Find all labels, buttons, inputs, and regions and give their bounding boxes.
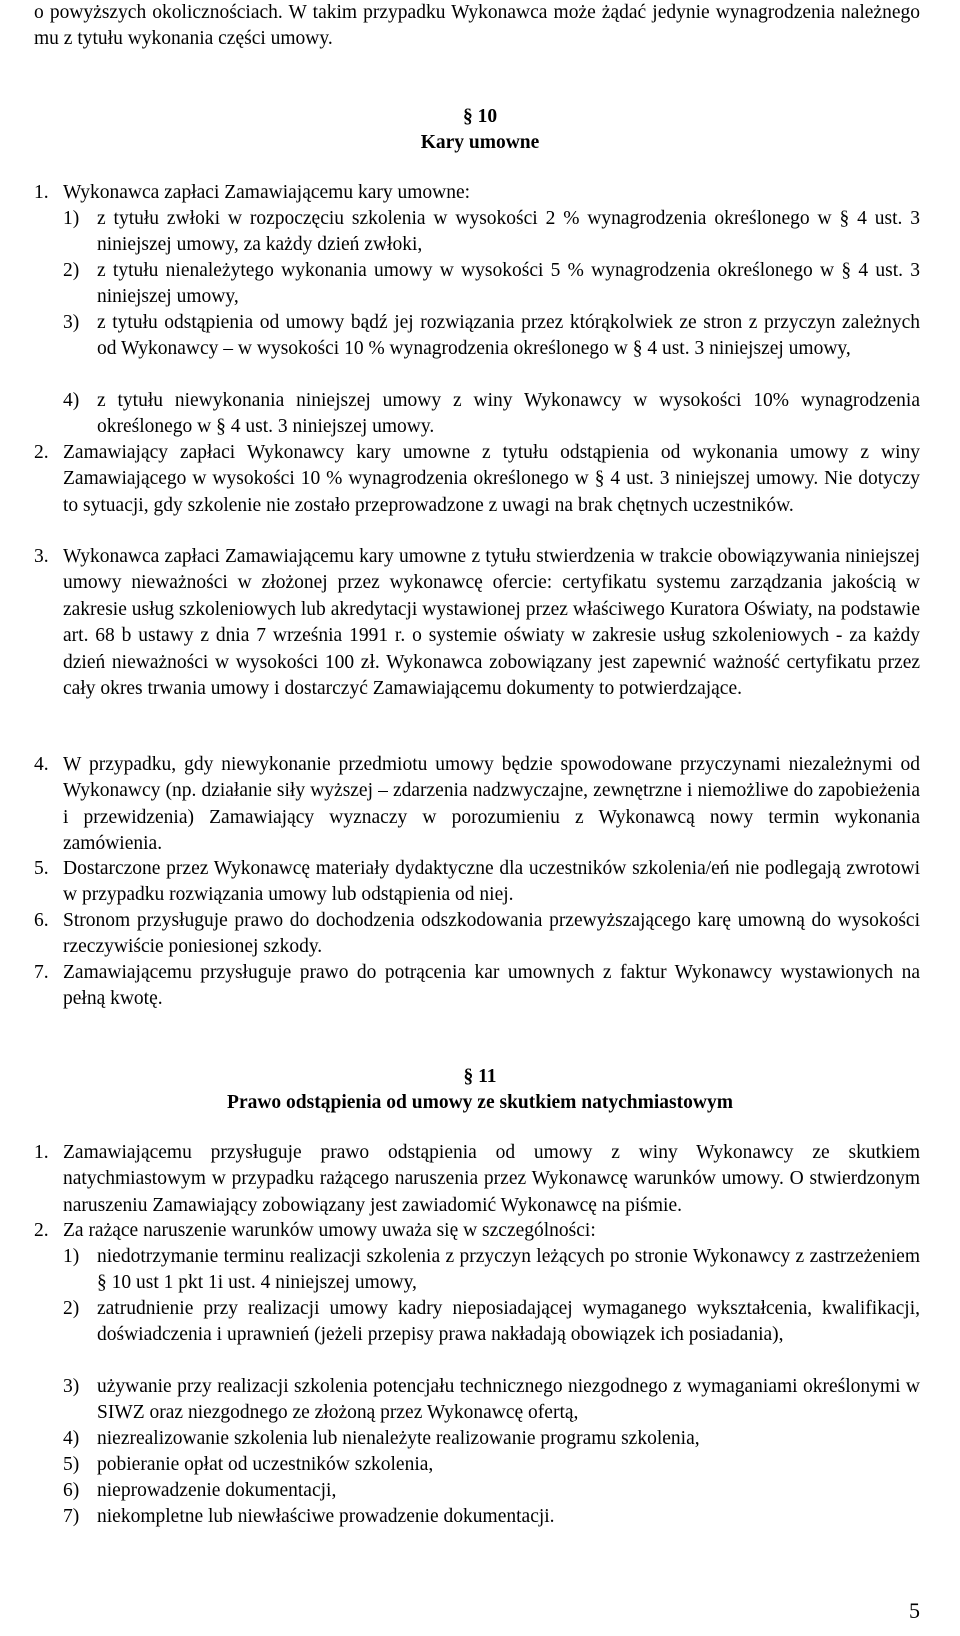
subitem-number: 4) [63, 390, 80, 411]
section-11-number: § 11 [463, 1066, 497, 1087]
item-text: Wykonawca zapłaci Zamawiającemu kary umowne: [63, 182, 471, 203]
section-10-item-4 [34, 752, 920, 858]
subitem-number: 5) [63, 1454, 80, 1475]
item-number: 7. [34, 962, 49, 983]
item-number: 2. [34, 1220, 49, 1241]
subitem-text: z tytułu odstąpienia od umowy bądź jej rozwiązania przez którąkolwiek ze stron z przyczyn zależnych od Wykonawcy – w wysokości 10 % wynagrodzenia określonego w § 4 ust. 3 niniejszej umowy, [97, 312, 920, 360]
section-11-item-1 [34, 1140, 920, 1219]
item-number: 1. [34, 1142, 49, 1163]
subitem-number: 7) [63, 1506, 80, 1527]
section-11-item-2 [34, 1218, 920, 1244]
item-text: Stronom przysługuje prawo do dochodzenia odszkodowania przewyższającego karę umowną do wysokości rzeczywiście poniesionej szkody. [63, 910, 920, 958]
subitem-text: zatrudnienie przy realizacji umowy kadry nieposiadającej wymaganego wykształcenia, kwalifikacji, doświadczenia i uprawnień (jeżeli przepisy prawa nakładają obowiązek ich posiadania), [97, 1298, 920, 1346]
item-number: 5. [34, 858, 49, 879]
subitem-text: niekompletne lub niewłaściwe prowadzenie dokumentacji. [97, 1506, 555, 1527]
subitem-number: 6) [63, 1480, 80, 1501]
section-10-item-3 [34, 544, 920, 702]
item-number: 1. [34, 182, 49, 203]
section-10-subitem-2 [63, 258, 920, 311]
subitem-text: używanie przy realizacji szkolenia potencjału technicznego niezgodnego z wymaganiami określonymi w SIWZ oraz niezgodnego ze złożoną przez Wykonawcę ofertą, [97, 1376, 920, 1424]
item-text: Zamawiającemu przysługuje prawo odstąpienia od umowy z winy Wykonawcy ze skutkiem natychmiastowym w przypadku rażącego naruszenia przez Wykonawcę warunków umowy. O stwierdzonym naruszeniu Zamawiający zobowiązany jest zawiadomić Wykonawcę na piśmie. [63, 1142, 920, 1216]
section-10-item-2 [34, 440, 920, 519]
section-10-item-6 [34, 908, 920, 961]
subitem-text: niedotrzymanie terminu realizacji szkolenia z przyczyn leżących po stronie Wykonawcy z zastrzeżeniem § 10 ust 1 pkt 1i ust. 4 niniejszej umowy, [97, 1246, 920, 1294]
section-11-title: Prawo odstąpienia od umowy ze skutkiem natychmiastowym [227, 1092, 733, 1113]
section-10-title: Kary umowne [420, 132, 540, 153]
item-text: Dostarczone przez Wykonawcę materiały dydaktyczne dla uczestników szkolenia/eń nie podlegają zwrotowi w przypadku rozwiązania umowy lub odstąpienia od niej. [63, 858, 920, 906]
item-text: Wykonawca zapłaci Zamawiającemu kary umowne z tytułu stwierdzenia w trakcie obowiązywania niniejszej umowy nieważności w złożonej przez wykonawcę ofercie: certyfikatu systemu zarządzania jakością w zakresie usług szkoleniowych lub akredytacji wystawionej przez właściwego Kuratora Oświaty, na podstawie art. 68 b ustawy z dnia 7 września 1991 r. o systemie oświaty w zakresie usług szkoleniowych - za każdy dzień nieważności w wysokości 100 zł. Wykonawca zobowiązany jest zapewnić ważność certyfikatu przez cały okres trwania umowy i dostarczyć Zamawiającemu dokumenty to potwierdzające. [63, 546, 920, 700]
section-10-item-1 [34, 180, 920, 206]
section-10-subitem-3 [63, 310, 920, 363]
subitem-number: 2) [63, 1298, 80, 1319]
item-number: 2. [34, 442, 49, 463]
page-number: 5 [909, 1598, 920, 1623]
section-10-item-7 [34, 960, 920, 1013]
item-text: Za rażące naruszenie warunków umowy uważa się w szczególności: [63, 1220, 596, 1241]
item-number: 6. [34, 910, 49, 931]
subitem-text: pobieranie opłat od uczestników szkolenia, [97, 1454, 434, 1475]
section-11-subitem-7 [63, 1504, 920, 1530]
section-10-subitem-1 [63, 206, 920, 259]
section-11-subitem-2 [63, 1296, 920, 1349]
subitem-text: niezrealizowanie szkolenia lub nienależyte realizowanie programu szkolenia, [97, 1428, 700, 1449]
item-number: 4. [34, 754, 49, 775]
section-11-subitem-6 [63, 1478, 920, 1504]
subitem-text: nieprowadzenie dokumentacji, [97, 1480, 337, 1501]
subitem-number: 1) [63, 1246, 80, 1267]
section-11-subitem-5 [63, 1452, 920, 1478]
subitem-text: z tytułu zwłoki w rozpoczęciu szkolenia w wysokości 2 % wynagrodzenia określonego w § 4 ust. 3 niniejszej umowy, za każdy dzień zwłoki, [97, 208, 920, 256]
subitem-number: 4) [63, 1428, 80, 1449]
subitem-number: 1) [63, 208, 80, 229]
subitem-number: 2) [63, 260, 80, 281]
item-text: Zamawiającemu przysługuje prawo do potrącenia kar umownych z faktur Wykonawcy wystawionych na pełną kwotę. [63, 962, 920, 1010]
subitem-number: 3) [63, 312, 80, 333]
intro-paragraph: o powyższych okolicznościach. W takim przypadku Wykonawca może żądać jedynie wynagrodzenia należnego mu z tytułu wykonania części umowy. [34, 2, 920, 50]
item-number: 3. [34, 546, 49, 567]
subitem-number: 3) [63, 1376, 80, 1397]
section-11-subitem-1 [63, 1244, 920, 1297]
item-text: Zamawiający zapłaci Wykonawcy kary umowne z tytułu odstąpienia od wykonania umowy z winy Zamawiającego w wysokości 10 % wynagrodzenia określonego w § 4 ust. 3 niniejszej umowy. Nie dotyczy to sytuacji, gdy szkolenie nie zostało przeprowadzone z uwagi na brak chętnych uczestników. [63, 442, 920, 516]
section-10-subitem-4 [63, 388, 920, 441]
section-10-number: § 10 [462, 106, 498, 127]
item-text: W przypadku, gdy niewykonanie przedmiotu umowy będzie spowodowane przyczynami niezależnymi od Wykonawcy (np. działanie siły wyższej – zdarzenia nadzwyczajne, zewnętrzne i niemożliwe do zapobieżenia i przewidzenia) Zamawiający wyznaczy w porozumieniu z Wykonawcą nowy termin wykonania zamówienia. [63, 754, 920, 855]
section-10-item-5 [34, 856, 920, 909]
subitem-text: z tytułu niewykonania niniejszej umowy z winy Wykonawcy w wysokości 10% wynagrodzenia określonego w § 4 ust. 3 niniejszej umowy. [97, 390, 920, 438]
section-11-subitem-4 [63, 1426, 920, 1452]
subitem-text: z tytułu nienależytego wykonania umowy w wysokości 5 % wynagrodzenia określonego w § 4 ust. 3 niniejszej umowy, [97, 260, 920, 308]
section-11-subitem-3 [63, 1374, 920, 1427]
